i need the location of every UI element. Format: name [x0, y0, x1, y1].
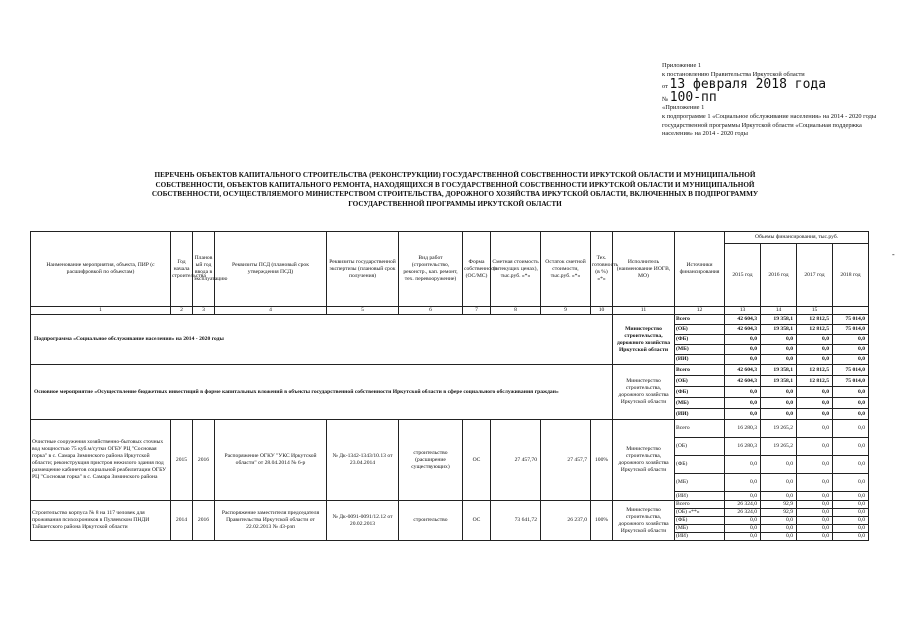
object-expertise: № Дк-1342-1343/10.13 от 23.04.2014	[327, 420, 399, 501]
value-cell: 0,0	[761, 525, 797, 533]
col-number: 2	[171, 307, 193, 315]
col-head-work: Вид работ (строительство, реконстр., кап. ремонт, тех. перевооружение)	[399, 232, 463, 307]
value-cell: 0,0	[833, 474, 869, 492]
source-label: Всего	[675, 315, 725, 325]
col-head-expertise: Реквизиты государственной экспертизы (плановый срок получения)	[327, 232, 399, 307]
value-cell: 0,0	[725, 398, 761, 409]
col-number: 5	[327, 307, 399, 315]
value-cell: 0,0	[797, 387, 833, 398]
value-cell: 19 358,1	[761, 325, 797, 335]
source-label: (МБ)	[675, 525, 725, 533]
value-cell: 0,0	[833, 492, 869, 501]
date-stamp: 13 февраля 2018 года	[669, 77, 827, 93]
value-cell: 0,0	[833, 420, 869, 438]
value-cell: 0,0	[761, 474, 797, 492]
col-number: 7	[463, 307, 491, 315]
col-number: 1	[31, 307, 171, 315]
value-cell: 0,0	[797, 509, 833, 517]
col-number: 6	[399, 307, 463, 315]
resolution-date: от 13 февраля 2018 года	[662, 77, 827, 93]
col-number: 3	[193, 307, 215, 315]
col-head-sources: Источники финансирования	[675, 232, 725, 307]
value-cell: 42 604,3	[725, 365, 761, 376]
table-row	[31, 365, 869, 376]
value-cell: 19 358,1	[761, 376, 797, 387]
value-cell: 75 014,0	[833, 315, 869, 325]
appendix-label: Приложение 1	[662, 62, 702, 69]
source-label: (ФБ)	[675, 517, 725, 525]
value-cell: 12 812,5	[797, 315, 833, 325]
value-cell: 0,0	[761, 533, 797, 541]
value-cell: 0,0	[797, 398, 833, 409]
value-cell: 0,0	[725, 335, 761, 345]
col-head-cost: Сметная стоимость (в текущих ценах), тыс.руб. «*»	[491, 232, 541, 307]
document-header	[662, 62, 894, 139]
object-start-year: 2015	[171, 420, 193, 501]
column-number-row	[31, 307, 869, 315]
value-cell: 92,9	[761, 501, 797, 509]
col-number: 10	[591, 307, 613, 315]
value-cell: 0,0	[797, 335, 833, 345]
col-head-end: Планов ый год ввода в эксплуатацию	[193, 232, 215, 307]
source-label: (ФБ)	[675, 387, 725, 398]
value-cell: 0,0	[725, 387, 761, 398]
value-cell: 0,0	[761, 398, 797, 409]
value-cell: 0,0	[797, 345, 833, 355]
value-cell: 0,0	[833, 398, 869, 409]
value-cell: 0,0	[833, 335, 869, 345]
object-psd: Распоряжение заместителя председателя Правительства Иркутской области от 22.02.2013 № 43-рзп	[215, 501, 327, 541]
value-cell: 0,0	[833, 438, 869, 456]
value-cell: 0,0	[833, 517, 869, 525]
col-head-rest: Остаток сметной стоимости, тыс.руб. «*»	[541, 232, 591, 307]
col-number: 11	[613, 307, 675, 315]
value-cell: 0,0	[833, 501, 869, 509]
main-activity-name: Основное мероприятие «Осуществление бюджетных инвестиций в форме капитальных вложений в объекты государственной собственности Иркутской области в сфере социального обслуживания граждан»	[31, 365, 613, 420]
value-cell: 12 812,5	[797, 325, 833, 335]
source-label: Всего	[675, 501, 725, 509]
value-cell: 0,0	[761, 456, 797, 474]
value-cell: 0,0	[761, 335, 797, 345]
source-label: (МБ)	[675, 474, 725, 492]
col-head-psd: Реквизиты ПСД (плановый срок утверждения ПСД)	[215, 232, 327, 307]
source-label: (МБ)	[675, 345, 725, 355]
source-label: (ОБ) «**»	[675, 509, 725, 517]
value-cell: 26 324,0	[725, 501, 761, 509]
resolution-ref: к постановлению Правительства Иркутской области	[662, 70, 805, 78]
sub-appendix-label: «Приложение 1	[662, 104, 705, 112]
value-cell: 0,0	[833, 456, 869, 474]
value-cell: 12 812,5	[797, 376, 833, 387]
source-label: (МБ)	[675, 398, 725, 409]
col-head-name: Наименование мероприятия, объекта, ПИР (с расшифровкой по объектам)	[31, 232, 171, 307]
col-number: 9	[541, 307, 591, 315]
value-cell: 19 358,1	[761, 365, 797, 376]
page-mark: -	[892, 250, 895, 259]
source-label: (ИИ)	[675, 355, 725, 365]
object-end-year: 2016	[193, 420, 215, 501]
executor: Министерство строительства, дорожного хозяйства Иркутской области	[613, 365, 675, 420]
object-readiness: 100%	[591, 501, 613, 541]
value-cell: 0,0	[725, 474, 761, 492]
col-number: 12	[675, 307, 725, 315]
value-cell: 19 265,2	[761, 438, 797, 456]
value-cell: 0,0	[797, 492, 833, 501]
value-cell: 0,0	[761, 355, 797, 365]
executor: Министерство строительства, дорожного хозяйства Иркутской области	[613, 315, 675, 365]
source-label: Всего	[675, 365, 725, 376]
value-cell: 0,0	[725, 355, 761, 365]
source-label: (ИИ)	[675, 492, 725, 501]
source-label: (ОБ)	[675, 376, 725, 387]
col-head-ownership: Форма собственности (ОС/МС)	[463, 232, 491, 307]
object-end-year: 2016	[193, 501, 215, 541]
executor: Министерство строительства, дорожного хозяйства Иркутской области	[613, 501, 675, 541]
table-row	[31, 420, 869, 438]
subprogram-ref: к подпрограмме 1 «Социальное обслуживание населения» на 2014 - 2020 годы государственной программы Иркутской области «Социальная поддержка населения» на 2014 - 2020 годы	[662, 112, 877, 138]
object-work-type: строительство	[399, 501, 463, 541]
object-rest: 27 457,7	[541, 420, 591, 501]
object-rest: 26 237,0	[541, 501, 591, 541]
value-cell: 0,0	[725, 456, 761, 474]
source-label: (ОБ)	[675, 438, 725, 456]
col-number: 14	[761, 307, 797, 315]
value-cell: 0,0	[833, 345, 869, 355]
value-cell: 0,0	[725, 492, 761, 501]
col-number: 4	[215, 307, 327, 315]
value-cell: 0,0	[797, 438, 833, 456]
object-cost: 73 641,72	[491, 501, 541, 541]
object-psd: Распоряжение ОГКУ "УКС Иркутской области" от 28.04.2014 № 6-р	[215, 420, 327, 501]
value-cell: 0,0	[761, 517, 797, 525]
value-cell: 26 324,0	[725, 509, 761, 517]
value-cell: 0,0	[761, 409, 797, 420]
resolution-number: № 100-пп	[662, 89, 717, 105]
source-label: (ОБ)	[675, 325, 725, 335]
value-cell: 0,0	[833, 387, 869, 398]
col-number: 13	[725, 307, 761, 315]
value-cell: 0,0	[797, 420, 833, 438]
object-readiness: 100%	[591, 420, 613, 501]
object-name: Строительство корпуса № 8 на 117 человек для проживания психохроников в Пуляевском ПНДИ Тайшетского района Иркутской области	[31, 501, 171, 541]
value-cell: 92,9	[761, 509, 797, 517]
table-row	[31, 501, 869, 509]
header-row	[31, 232, 869, 244]
value-cell: 0,0	[725, 409, 761, 420]
object-start-year: 2014	[171, 501, 193, 541]
value-cell: 0,0	[833, 409, 869, 420]
value-cell: 0,0	[797, 525, 833, 533]
value-cell: 75 014,0	[833, 376, 869, 387]
object-name: Очистные сооружения хозяйственно-бытовых сточных вод мощностью 75 куб.м/сутки ОГБУ РЦ "Сосновая горка" в с. Самара Зиминского района Иркутской области; реконструкция пристроя нежилого здания под размещение кабинетов социальной реабилитации ОГБУ РЦ "Сосновая горка" в с. Самара Зиминского района	[31, 420, 171, 501]
value-cell: 0,0	[725, 345, 761, 355]
object-ownership: ОС	[463, 420, 491, 501]
value-cell: 42 604,3	[725, 325, 761, 335]
object-cost: 27 457,70	[491, 420, 541, 501]
value-cell: 0,0	[797, 409, 833, 420]
value-cell: 0,0	[761, 492, 797, 501]
col-head-funding: Объемы финансирования, тыс.руб.	[725, 232, 869, 244]
col-head-start: Год начала строительства	[171, 232, 193, 307]
col-head-2018: 2018 год	[833, 244, 869, 307]
value-cell: 19 358,1	[761, 315, 797, 325]
value-cell: 0,0	[833, 509, 869, 517]
executor: Министерство строительства, дорожного хозяйства Иркутской области	[613, 420, 675, 501]
number-stamp: 100-пп	[669, 89, 717, 105]
value-cell: 0,0	[797, 355, 833, 365]
value-cell: 16 280,3	[725, 420, 761, 438]
source-label: Всего	[675, 420, 725, 438]
value-cell: 0,0	[833, 355, 869, 365]
document-title: ПЕРЕЧЕНЬ ОБЪЕКТОВ КАПИТАЛЬНОГО СТРОИТЕЛЬСТВА (РЕКОНСТРУКЦИИ) ГОСУДАРСТВЕННОЙ СОБСТВЕННОСТИ ИРКУТСКОЙ ОБЛАСТИ И МУНИЦИПАЛЬНОЙ СОБСТВЕННОСТИ, ОБЪЕКТОВ КАПИТАЛЬНОГО РЕМОНТА, НАХОДЯЩИХСЯ В ГОСУДАРСТВЕННОЙ СОБСТВЕННОСТИ ИРКУТСКОЙ ОБЛАСТИ И МУНИЦИПАЛЬНОЙ СОБСТВЕННОСТИ, ОСУЩЕСТВЛЯЕМОГО МИНИСТЕРСТВОМ СТРОИТЕЛЬСТВА, ДОРОЖНОГО ХОЗЯЙСТВА ИРКУТСКОЙ ОБЛАСТИ, ВКЛЮЧЕННЫХ В ПОДПРОГРАММУ ГОСУДАРСТВЕННОЙ ПРОГРАММЫ ИРКУТСКОЙ ОБЛАСТИ	[151, 171, 759, 208]
value-cell: 0,0	[797, 456, 833, 474]
source-label: (ФБ)	[675, 456, 725, 474]
value-cell: 0,0	[725, 517, 761, 525]
source-label: (ИИ)	[675, 409, 725, 420]
value-cell: 0,0	[833, 525, 869, 533]
value-cell: 12 812,5	[797, 365, 833, 376]
value-cell: 0,0	[797, 501, 833, 509]
subprogram-name: Подпрограмма «Социальное обслуживание населения» на 2014 - 2020 годы	[31, 315, 613, 365]
value-cell: 0,0	[761, 387, 797, 398]
value-cell: 75 014,0	[833, 365, 869, 376]
value-cell: 0,0	[725, 533, 761, 541]
value-cell: 75 014,0	[833, 325, 869, 335]
object-ownership: ОС	[463, 501, 491, 541]
table-row	[31, 315, 869, 325]
col-number	[833, 307, 869, 315]
col-head-ready: Тех. готовность (в %) «*»	[591, 232, 613, 307]
col-number: 8	[491, 307, 541, 315]
value-cell: 16 280,3	[725, 438, 761, 456]
objects-table	[30, 231, 869, 541]
source-label: (ФБ)	[675, 335, 725, 345]
col-head-executor: Исполнитель (наименование ИОГВ, МО)	[613, 232, 675, 307]
source-label: (ИИ)	[675, 533, 725, 541]
value-cell: 0,0	[725, 525, 761, 533]
value-cell: 42 604,3	[725, 315, 761, 325]
value-cell: 0,0	[797, 533, 833, 541]
col-number: 15	[797, 307, 833, 315]
value-cell: 42 604,3	[725, 376, 761, 387]
value-cell: 0,0	[761, 345, 797, 355]
value-cell: 0,0	[833, 533, 869, 541]
value-cell: 19 265,2	[761, 420, 797, 438]
col-head-2016: 2016 год	[761, 244, 797, 307]
object-expertise: № Дк-0091-0091/12.12 от 20.02.2013	[327, 501, 399, 541]
col-head-2017: 2017 год	[797, 244, 833, 307]
value-cell: 0,0	[797, 474, 833, 492]
col-head-2015: 2015 год	[725, 244, 761, 307]
object-work-type: строительство (расширение существующих)	[399, 420, 463, 501]
value-cell: 0,0	[797, 517, 833, 525]
